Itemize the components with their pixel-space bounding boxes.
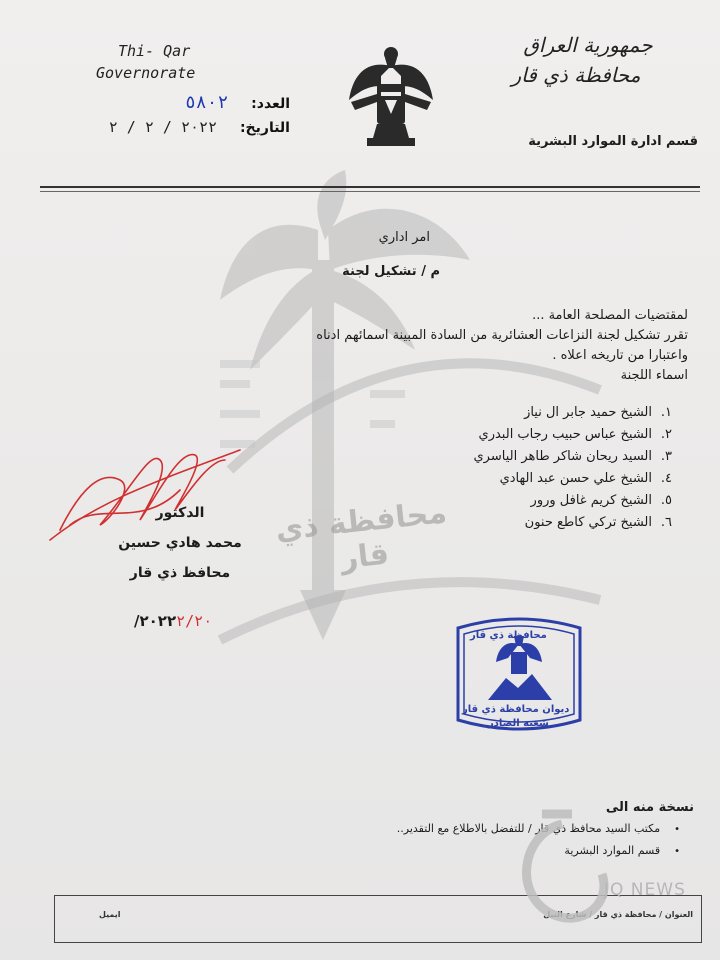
brand-text: JQ NEWS [604,880,686,900]
document-date [100,118,290,136]
number-value: ٥٨٠٢ [184,92,229,113]
list-item: ٣.السيد ريحان شاكر طاهر الياسري [473,449,672,464]
signature-date-handwritten: ٢/٢٠ [176,612,213,630]
stamp-bottom-sub: شعبة الصادر [488,718,549,729]
stamp-top-text: محافظة ذي قار [470,630,547,641]
date-value: ٢٠٢٢ / ٢ / ٢ [108,118,218,136]
body-line-1: لمقتضيات المصلحة العامة ... [532,308,688,323]
english-gov-line2: Governorate [96,64,196,82]
order-body [68,306,688,386]
footer-address: العنوان / محافظة ذي قار / شارع النيل [543,910,693,919]
body-line-3: واعتبارا من تاريخه اعلاه . [552,348,688,363]
english-governorate [96,40,246,84]
republic-name: جمهورية العراق [523,33,653,57]
list-item: ٥.الشيخ كريم غافل ورور [530,493,672,508]
signature-date-printed: /٢٠٢٢ [134,612,177,630]
signatory-name: محمد هادي حسين [118,535,242,551]
english-gov-line1: Thi- Qar [118,42,191,60]
order-subject: م / تشكيل لجنة [342,264,440,279]
list-item: ٤.الشيخ علي حسن عبد الهادي [499,471,672,486]
signatory-position: محافظ ذي قار [129,565,231,581]
list-item: ٦.الشيخ تركي كاطع حنون [524,515,672,530]
jq-news-logo-icon [502,804,712,934]
list-item: ١.الشيخ حميد جابر ال نياز [524,405,672,420]
signature-date [134,612,274,630]
governorate-name: محافظة ذي قار [511,63,641,87]
watermark-text: محافظة ذي قار [273,495,449,577]
order-title: امر اداري [378,230,430,245]
number-label: العدد: [251,96,290,112]
committee-members-list [332,402,672,534]
arabic-letterhead [488,30,688,90]
list-item: ٢.الشيخ عباس حبيب رجاب البدري [478,427,672,442]
document-number [100,92,290,113]
copies-heading: نسخة منه الى [605,800,694,815]
signatory-title: الدكتور [155,505,205,521]
list-item: • قسم الموارد البشرية [280,840,680,862]
stamp-bottom-text: ديوان محافظة ذي قار [462,704,570,715]
list-item: • مكتب السيد محافظ ذي قار / للتفضل بالاطلاع مع التقدير.. [280,818,680,840]
header-divider-thin [40,191,700,192]
body-line-2: تقرر تشكيل لجنة النزاعات العشائرية من السادة المبينة اسمائهم ادناه [316,328,688,343]
date-label: التاريخ: [239,120,290,136]
header-divider [40,186,700,188]
signatory-block [100,498,260,588]
department-name: قسم ادارة الموارد البشرية [528,134,698,149]
footer-email-label: ايميل [99,910,121,919]
iraq-eagle-emblem-icon [347,40,435,150]
members-heading: اسماء اللجنة [620,368,688,383]
